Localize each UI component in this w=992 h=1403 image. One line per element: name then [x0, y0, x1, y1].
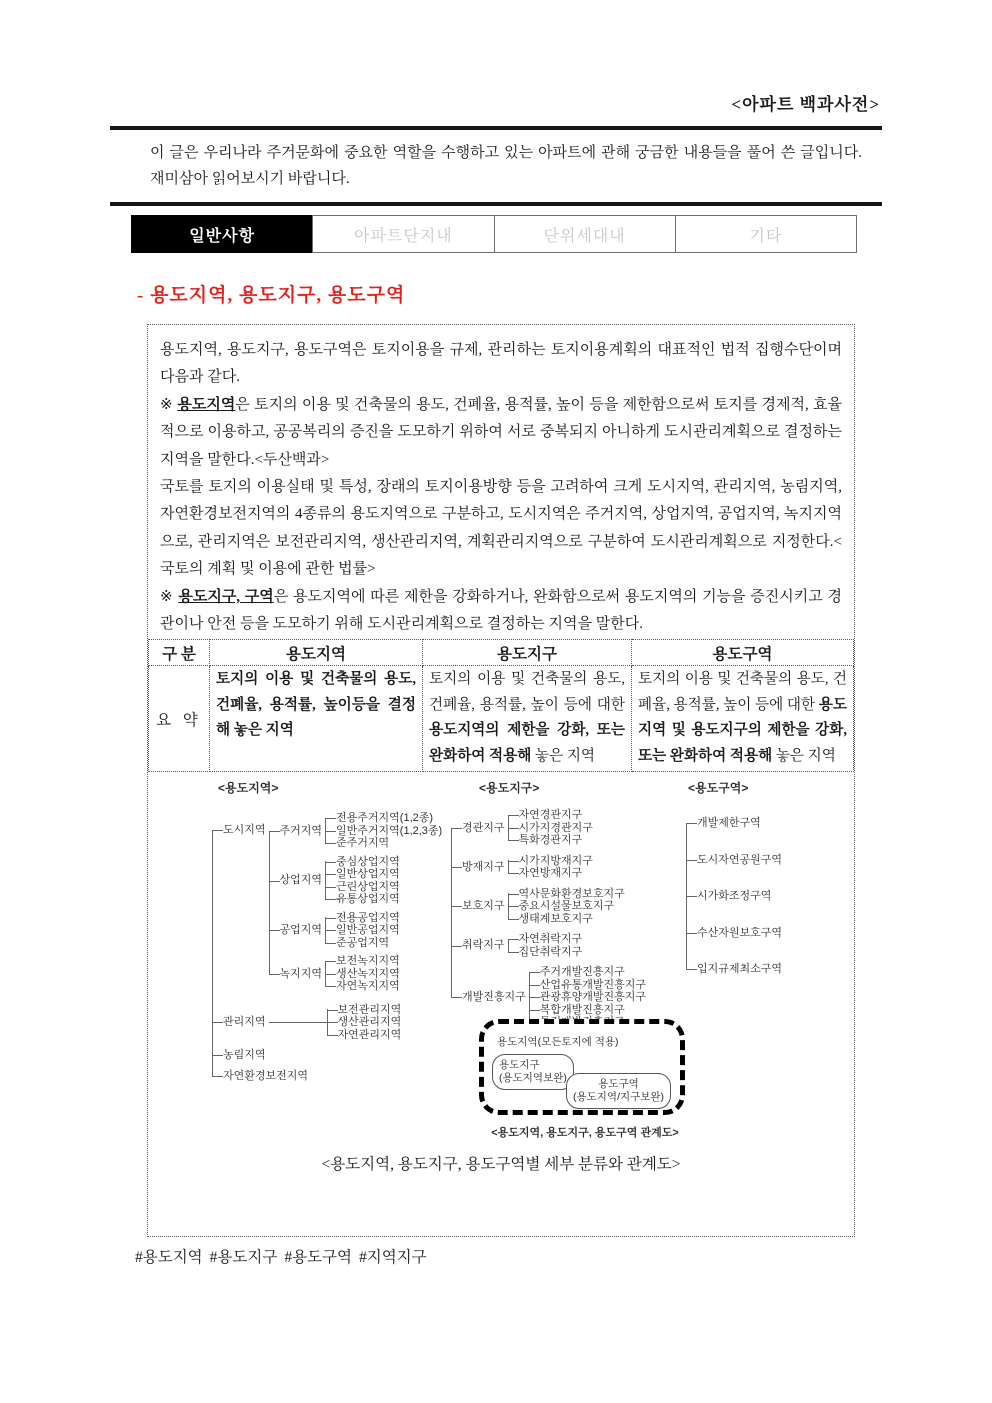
- summary-cell-use-district: 토지의 이용 및 건축물의 용도, 건폐율, 용적률, 높이 등에 대한 용도지역의 제한을 강화, 또는 완화하여 적용해 놓은 지역: [423, 666, 632, 772]
- table-header-category: 구 분: [149, 640, 210, 666]
- tree-node-label: 준공업지역: [336, 937, 392, 950]
- tree-branch: [325, 868, 403, 881]
- tree-branch: [212, 809, 445, 996]
- tree-node-label: 수산자원보호구역: [697, 927, 785, 940]
- tree-branch: [508, 855, 596, 868]
- tree-node-label: 중요시설물보호지구: [519, 900, 618, 913]
- tree-title-use-zone: <용도지역>: [218, 781, 279, 796]
- tree-branch: [325, 812, 445, 825]
- tree-node-label: 자연방재지구: [519, 867, 586, 880]
- tree-node-label: 생태계보호지구: [519, 913, 596, 926]
- table-header-use-area: 용도구역: [632, 640, 854, 666]
- tab-apartment-complex[interactable]: 아파트단지내: [312, 215, 494, 253]
- tree-node-label: 일반주거지역(1,2,3종): [336, 825, 445, 838]
- tree-branch: [451, 888, 649, 926]
- summary-cell-use-zone: 토지의 이용 및 건축물의 용도, 건폐율, 용적률, 높이등을 결정해 놓은 지역: [210, 666, 423, 772]
- tree-node-label: 자연취락지구: [519, 933, 586, 946]
- hashtag-region-district[interactable]: #지역지구: [358, 1249, 427, 1266]
- tree-node-label: 중심상업지역: [336, 856, 403, 869]
- tree-node-label: 특화경관지구: [519, 834, 586, 847]
- tree-node-label: 자연경관지구: [519, 809, 586, 822]
- tree-title-use-district: <용도지구>: [479, 781, 540, 796]
- tree-node-label: 생산관리지역: [338, 1016, 405, 1029]
- hashtag-use-district[interactable]: #용도지구: [209, 1249, 278, 1266]
- tab-bar: [131, 215, 857, 253]
- table-row-label: 요 약: [149, 666, 210, 772]
- classification-diagram: [148, 777, 854, 1149]
- tree-node-label: 복합개발진흥지구: [540, 1004, 628, 1017]
- diagram-caption: <용도지역, 용도지구, 용도구역별 세부 분류와 관계도>: [321, 1156, 681, 1174]
- tree-branch: [325, 937, 403, 950]
- divider-top: [110, 126, 882, 130]
- table-row: [149, 666, 854, 772]
- tree-node-label: 관리지역: [223, 1016, 269, 1029]
- tree-node-label: 농림지역: [223, 1049, 269, 1062]
- venn-outer-label: 용도지역(모든토지에 적용): [497, 1036, 619, 1049]
- tree-node-label: 공업지역: [280, 924, 326, 937]
- tab-general[interactable]: 일반사항: [131, 215, 313, 253]
- doc-title: <아파트 백과사전>: [731, 95, 880, 114]
- tab-etc[interactable]: 기타: [675, 215, 857, 253]
- tree-branch: [212, 1070, 445, 1083]
- venn-district-label: 용도지구: [499, 1059, 540, 1072]
- tree-node-label: 산업유통개발진흥지구: [540, 979, 649, 992]
- body-paragraph-4: ※ 용도지구, 구역은 용도지역에 따른 제한을 강화하거나, 완화함으로써 용도지역의 기능을 증진시키고 경관이나 안전 등을 도모하기 위해 도시관리계획으로 결정하는 지역을 말한다.: [160, 588, 842, 633]
- tab-unit-household[interactable]: 단위세대내: [494, 215, 676, 253]
- tree-node-label: 주거개발진흥지구: [540, 966, 628, 979]
- tree-node-label: 개발제한구역: [697, 817, 764, 830]
- tree-branch: [327, 1016, 405, 1029]
- venn-outer-region: [479, 1019, 685, 1115]
- tree-node-label: 입지규제최소구역: [697, 963, 785, 976]
- tree-title-use-area: <용도구역>: [688, 781, 749, 796]
- body-text: [148, 325, 854, 639]
- tree-node-label: 전용주거지역(1,2종): [336, 812, 436, 825]
- intro-paragraph: 이 글은 우리나라 주거문화에 중요한 역할을 수행하고 있는 아파트에 관해 궁금한 내용들을 풀어 쓴 글입니다. 재미삼아 읽어보시기 바랍니다.: [150, 145, 862, 187]
- venn-area-label: 용도구역: [598, 1078, 639, 1091]
- tree-branch: [451, 809, 649, 847]
- tree-node-label: 자연관리지역: [338, 1029, 405, 1042]
- tree-node-label: 시가지경관지구: [519, 822, 596, 835]
- tree-branch: [686, 854, 785, 867]
- tree-branch: [686, 817, 785, 830]
- tree-node-label: 경관지구: [462, 822, 508, 835]
- tree-branch: [529, 1004, 649, 1017]
- tree-branch: [508, 900, 628, 913]
- tree-node-label: 시가화조정구역: [697, 890, 774, 903]
- tree-branch: [325, 980, 403, 993]
- tree-branch: [508, 933, 586, 946]
- summary-cell-use-area: 토지의 이용 및 건축물의 용도, 건폐율, 용적률, 높이 등에 대한 용도지역 및 용도지구의 제한을 강화, 또는 완화하여 적용해 놓은 지역: [632, 666, 854, 772]
- table-header-use-zone: 용도지역: [210, 640, 423, 666]
- tree-node-label: 도시지역: [223, 824, 269, 837]
- tree-branch: [451, 933, 649, 958]
- tree-branch: [529, 991, 649, 1004]
- venn-area-sublabel: (용도지역/지구보완): [573, 1091, 665, 1104]
- tree-branch: [508, 867, 596, 880]
- table-header-use-district: 용도지구: [423, 640, 632, 666]
- tree-node-label: 집단취락지구: [519, 946, 586, 959]
- tree-branch: [212, 1049, 445, 1062]
- tree-node-label: 보전녹지지역: [336, 955, 403, 968]
- hashtag-use-zone[interactable]: #용도지역: [135, 1249, 203, 1266]
- hashtag-list: [135, 1245, 434, 1267]
- body-paragraph-2: ※ 용도지역은 토지의 이용 및 건축물의 용도, 건폐율, 용적률, 높이 등을 제한함으로써 토지를 경제적, 효율적으로 이용하고, 공공복리의 증진을 도모하기 위하여 서로 중복되지 아니하게 도시관리계획으로 결정하는 지역을 말한다.<두산백과>: [160, 396, 842, 468]
- venn-caption: <용도지역, 용도지구, 용도구역 관계도>: [491, 1127, 679, 1140]
- summary-table: [148, 639, 854, 772]
- tree-branch: [325, 825, 445, 838]
- divider-tabs: [110, 202, 882, 206]
- tree-branch: [508, 809, 596, 822]
- tree-branch: [325, 968, 403, 981]
- tree-branch: [325, 881, 403, 894]
- tree-branch: [269, 955, 446, 993]
- tree-branch: [269, 856, 446, 906]
- tree-branch: [529, 966, 649, 979]
- tree-branch: [325, 837, 445, 850]
- tree-node-label: 녹지지역: [280, 968, 326, 981]
- tree-node-label: 관광휴양개발진흥지구: [540, 991, 649, 1004]
- tree-branch: [327, 1004, 405, 1017]
- tree-node-label: 방재지구: [462, 861, 508, 874]
- tree-node-label: 생산녹지지역: [336, 968, 403, 981]
- tree-branch: [325, 856, 403, 869]
- tree-branch: [325, 955, 403, 968]
- tree-branch: [327, 1029, 405, 1042]
- venn-area-region: [566, 1073, 671, 1109]
- tree-branch: [508, 888, 628, 901]
- tree-node-label: 시가지방재지구: [519, 855, 596, 868]
- tree-branch: [686, 963, 785, 976]
- tree-branch: [212, 1004, 445, 1042]
- tree-branch: [269, 912, 446, 950]
- tree-node-label: 역사문화환경보호지구: [519, 888, 628, 901]
- content-box: [147, 324, 855, 1237]
- tree-connector-line: [269, 1022, 327, 1023]
- venn-district-region: [492, 1054, 574, 1090]
- tree-branch: [508, 946, 586, 959]
- tree-branch: [686, 890, 785, 903]
- tree-node-label: 주거지역: [280, 825, 326, 838]
- body-paragraph-1: 용도지역, 용도지구, 용도구역은 토지이용을 규제, 관리하는 토지이용계획의 대표적인 법적 집행수단이며 다음과 같다.: [160, 342, 842, 386]
- tree-node-label: 전용공업지역: [336, 912, 403, 925]
- tree-branch: [686, 927, 785, 940]
- tree-branch: [508, 834, 596, 847]
- tree-node-label: 자연녹지지역: [336, 980, 403, 993]
- tree-node-label: 취락지구: [462, 939, 508, 952]
- tree-use-district: [451, 779, 649, 1033]
- table-header-row: [149, 640, 854, 666]
- tree-use-area: [686, 779, 785, 988]
- venn-diagram: [479, 1019, 691, 1140]
- tree-node-label: 보호지구: [462, 900, 508, 913]
- tree-node-label: 일반상업지역: [336, 868, 403, 881]
- tree-branch: [451, 855, 649, 880]
- tree-node-label: 개발진흥지구: [462, 991, 529, 1004]
- tree-branch: [325, 924, 403, 937]
- hashtag-use-area[interactable]: #용도구역: [284, 1249, 352, 1266]
- tree-branch: [508, 822, 596, 835]
- tree-branch: [325, 893, 403, 906]
- tree-branch: [529, 979, 649, 992]
- tree-branch: [325, 912, 403, 925]
- tree-branch: [508, 913, 628, 926]
- tree-use-zone: [212, 779, 445, 1086]
- tree-node-label: 보전관리지역: [338, 1004, 405, 1017]
- tree-node-label: 근린상업지역: [336, 881, 403, 894]
- tree-node-label: 유통상업지역: [336, 893, 403, 906]
- tree-node-label: 준주거지역: [336, 837, 392, 850]
- tree-node-label: 도시자연공원구역: [697, 854, 785, 867]
- venn-district-sublabel: (용도지역보완): [499, 1072, 567, 1085]
- body-paragraph-3: 국토를 토지의 이용실태 및 특성, 장래의 토지이용방향 등을 고려하여 크게 도시지역, 관리지역, 농림지역, 자연환경보전지역의 4종류의 용도지역으로 구분하고, 도시지역은 주거지역, 상업지역, 공업지역, 녹지지역으로, 관리지역은 보전관리지역, 생산관리지역, 계획관리지역으로 구분하여 도시관리계획으로 지정한다.<국토의 계획 및 이용에 관한 법률>: [160, 479, 842, 578]
- tree-node-label: 일반공업지역: [336, 924, 403, 937]
- tree-branch: [269, 812, 446, 850]
- tree-node-label: 자연환경보전지역: [223, 1070, 311, 1083]
- tree-node-label: 상업지역: [280, 874, 326, 887]
- section-heading: - 용도지역, 용도지구, 용도구역: [137, 285, 406, 306]
